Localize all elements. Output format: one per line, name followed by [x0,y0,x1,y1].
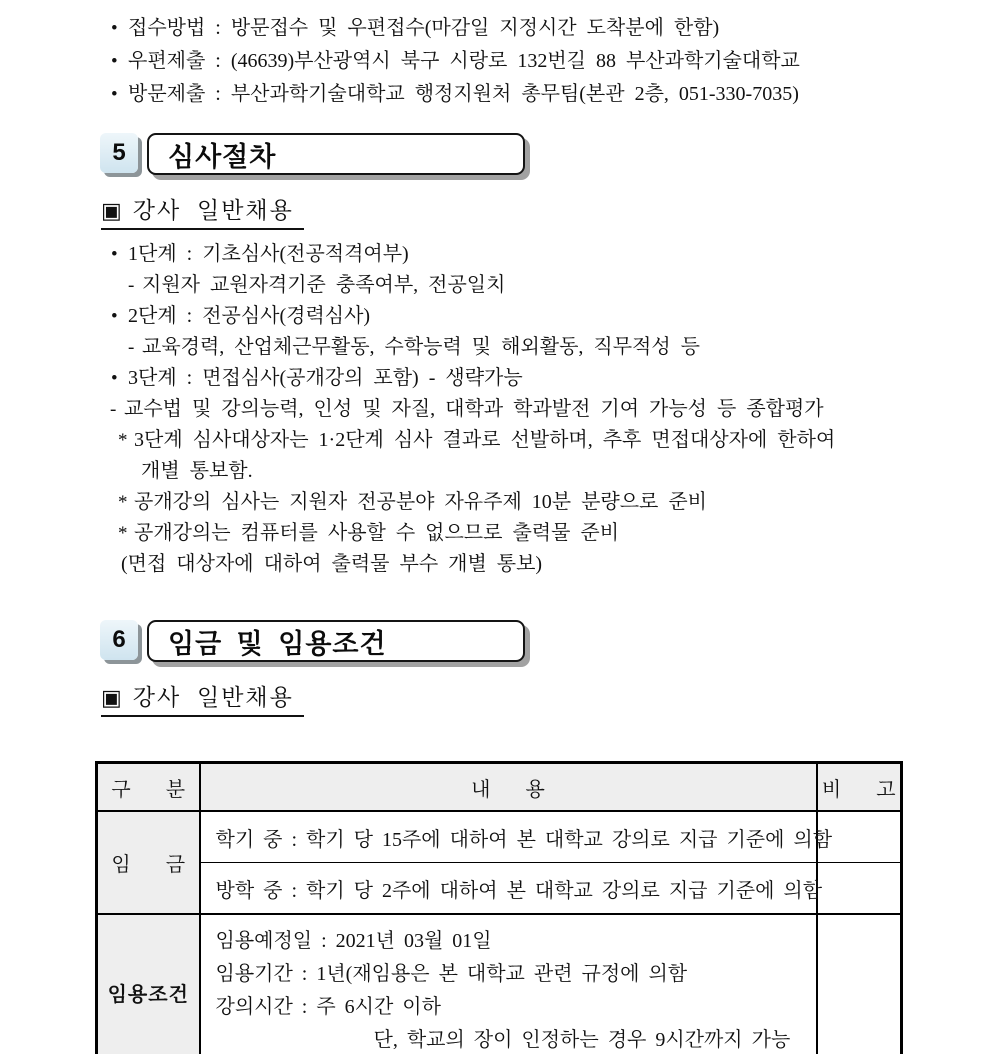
submission-info-list [95,12,905,111]
employment-conditions-table [95,761,903,1054]
section-6-header [95,620,905,667]
section-6-number-badge: 6 [100,620,138,660]
condition-line: 강의시간 : 주 6시간 이하 [215,996,441,1018]
list-item-text: 교수법 및 강의능력, 인성 및 자질, 대학과 학과발전 기여 가능성 등 종합평가 [124,398,824,420]
table-cell-note [817,914,902,1054]
list-item [128,332,905,363]
asterisk-icon: * [118,523,128,544]
section-6-title: 임금 및 임용조건 [168,628,387,659]
asterisk-icon: * [118,430,128,451]
list-item [111,12,905,45]
list-item-text: 공개강의 심사는 지원자 전공분야 자유주제 10분 분량으로 준비 [134,491,707,513]
list-item [141,456,905,487]
list-item [118,425,905,456]
list-item-text: 우편제출 : (46639)부산광역시 북구 시랑로 132번길 88 부산과학기술대학교 [128,50,800,72]
section-5-header [95,133,905,180]
list-item [110,394,905,425]
list-item [111,239,905,270]
bullet-icon: • [111,51,118,72]
bullet-icon: • [111,306,118,327]
table-header-row [97,763,902,812]
list-item [111,363,905,394]
list-item-text: 교육경력, 산업체근무활동, 수학능력 및 해외활동, 직무적성 등 [142,336,700,358]
section-6-title-box [147,620,525,662]
table-row [97,811,902,863]
bullet-icon: • [111,244,118,265]
square-bullet-icon: ▣ [101,685,122,710]
bullet-icon: • [111,368,118,389]
table-cell: 학기 중 : 학기 당 15주에 대하여 본 대학교 강의로 지급 기준에 의함 [200,811,817,863]
bullet-icon: • [111,18,118,39]
list-item-text: 접수방법 : 방문접수 및 우편접수(마감일 지정시간 도착분에 한함) [128,17,720,39]
table-row [97,863,902,915]
condition-line: 임용예정일 : 2021년 03월 01일 [215,930,492,952]
table-cell: 방학 중 : 학기 당 2주에 대하여 본 대학교 강의로 지급 기준에 의함 [200,863,817,915]
list-item-text: 1단계 : 기초심사(전공적격여부) [128,243,409,265]
list-item [118,487,905,518]
square-bullet-icon: ▣ [101,198,122,223]
list-item [128,270,905,301]
subheading-text: 강사 일반채용 [132,685,294,710]
section-6-subheading [101,679,304,717]
table-cell [200,914,817,1054]
list-item [111,45,905,78]
list-item-text: 3단계 : 면접심사(공개강의 포함) - 생략가능 [128,367,523,389]
review-process-list [95,239,905,580]
row-label-conditions: 임용조건 [97,914,200,1054]
dash-icon: - [128,275,135,296]
list-item [111,301,905,332]
list-item [111,78,905,111]
list-item [118,518,905,549]
table-cell-note [817,863,902,915]
subheading-text: 강사 일반채용 [132,198,294,223]
row-label-wage: 임 금 [97,811,200,914]
list-item-text: 개별 통보함. [141,460,253,482]
section-5-title: 심사절차 [168,141,277,172]
dash-icon: - [128,337,135,358]
column-header-content: 내 용 [200,763,817,812]
condition-line: 단, 학교의 장이 인정하는 경우 9시간까지 가능 [373,1029,791,1051]
table-row [97,914,902,1054]
condition-line: 임용기간 : 1년(재임용은 본 대학교 관련 규정에 의함 [215,963,688,985]
column-header-note: 비 고 [817,763,902,812]
section-5-title-box [147,133,525,175]
list-item [121,549,905,580]
list-item-text: 2단계 : 전공심사(경력심사) [128,305,371,327]
list-item-text: 지원자 교원자격기준 충족여부, 전공일치 [142,274,506,296]
section-5-subheading [101,192,304,230]
asterisk-icon: * [118,492,128,513]
list-item-text: 공개강의는 컴퓨터를 사용할 수 없으므로 출력물 준비 [134,522,620,544]
list-item-text: (면접 대상자에 대하여 출력물 부수 개별 통보) [121,553,543,575]
list-item-text: 3단계 심사대상자는 1·2단계 심사 결과로 선발하며, 추후 면접대상자에 한하여 [134,429,836,451]
list-item-text: 방문제출 : 부산과학기술대학교 행정지원처 총무팀(본관 2층, 051-330-7035) [128,83,799,105]
dash-icon: - [110,399,117,420]
section-5-number-badge: 5 [100,133,138,173]
bullet-icon: • [111,84,118,105]
column-header-category: 구 분 [97,763,200,812]
